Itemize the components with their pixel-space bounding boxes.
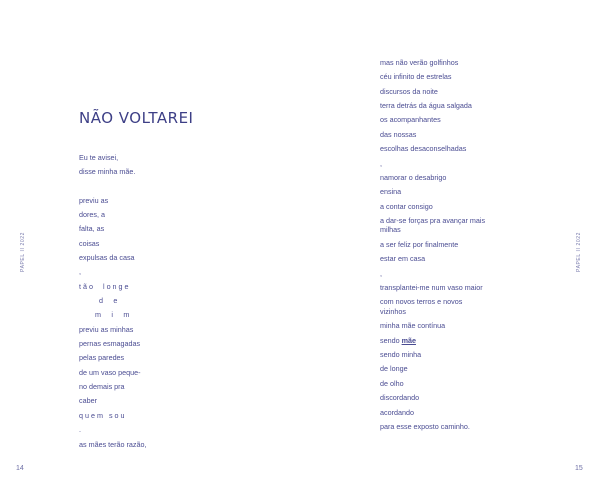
poem-line: milhas [380,225,401,234]
emphasized-word: mãe [401,336,416,345]
poem-line-spaced: m i m [95,310,134,319]
poem-line: acordando [380,408,414,417]
page-number-left: 14 [16,465,24,472]
poem-line: namorar o desabrigo [380,173,447,182]
poem-line: , [380,159,382,168]
poem-line-spaced: d e [99,296,122,305]
running-head-left: PAPEL II 2022 [20,231,26,272]
poem-line: das nossas [380,130,417,139]
poem-line: de olho [380,379,404,388]
poem-line: previu as minhas [79,325,134,334]
poem-line: os acompanhantes [380,115,441,124]
poem-line: discursos da noite [380,87,438,96]
poem-line: previu as [79,196,109,205]
poem-line: a contar consigo [380,202,433,211]
poem-title: NÃO VOLTAREI [79,109,194,127]
poem-line: sendo minha [380,350,422,359]
poem-line: discordando [380,393,420,402]
poem-line: as mães terão razão, [79,440,147,449]
poem-line: com novos terros e novos [380,297,463,306]
poem-word: sendo [380,336,400,345]
poem-line: , [79,267,81,276]
poem-line: transplantei-me num vaso maior [380,283,483,292]
poem-line: a ser feliz por finalmente [380,240,459,249]
poem-line: ensina [380,187,402,196]
poem-line: a dar-se forças pra avançar mais [380,216,486,225]
poem-line: caber [79,396,97,405]
poem-line: céu infinito de estrelas [380,72,452,81]
running-head-right: PAPEL II 2022 [576,231,582,272]
poem-line: no demais pra [79,382,125,391]
poem-line: dores, a [79,210,105,219]
poem-line: estar em casa [380,254,426,263]
poem-line: escolhas desaconselhadas [380,144,467,153]
poem-line-spaced: t ã o l o n g e [79,282,129,291]
poem-line-with-emphasis [380,336,416,345]
poem-line: pernas esmagadas [79,339,141,348]
poem-line: pelas paredes [79,353,125,362]
poem-line: disse minha mãe. [79,167,136,176]
right-page [300,0,600,485]
poem-line-spaced: q u e m s o u [79,411,125,420]
poem-line: de longe [380,364,408,373]
poem-line: , [380,269,382,278]
poem-line: falta, as [79,224,105,233]
poem-line: . [79,425,81,434]
poem-line: terra detrás da água salgada [380,101,472,110]
poem-line: para esse exposto caminho. [380,422,470,431]
page-number-right: 15 [575,465,583,472]
poem-line: minha mãe contínua [380,321,446,330]
poem-line: de um vaso peque- [79,368,141,377]
poem-line: coisas [79,239,100,248]
poem-line: Eu te avisei, [79,153,119,162]
poem-line: vizinhos [380,307,406,316]
poem-line: expulsas da casa [79,253,135,262]
poem-line: mas não verão golfinhos [380,58,459,67]
